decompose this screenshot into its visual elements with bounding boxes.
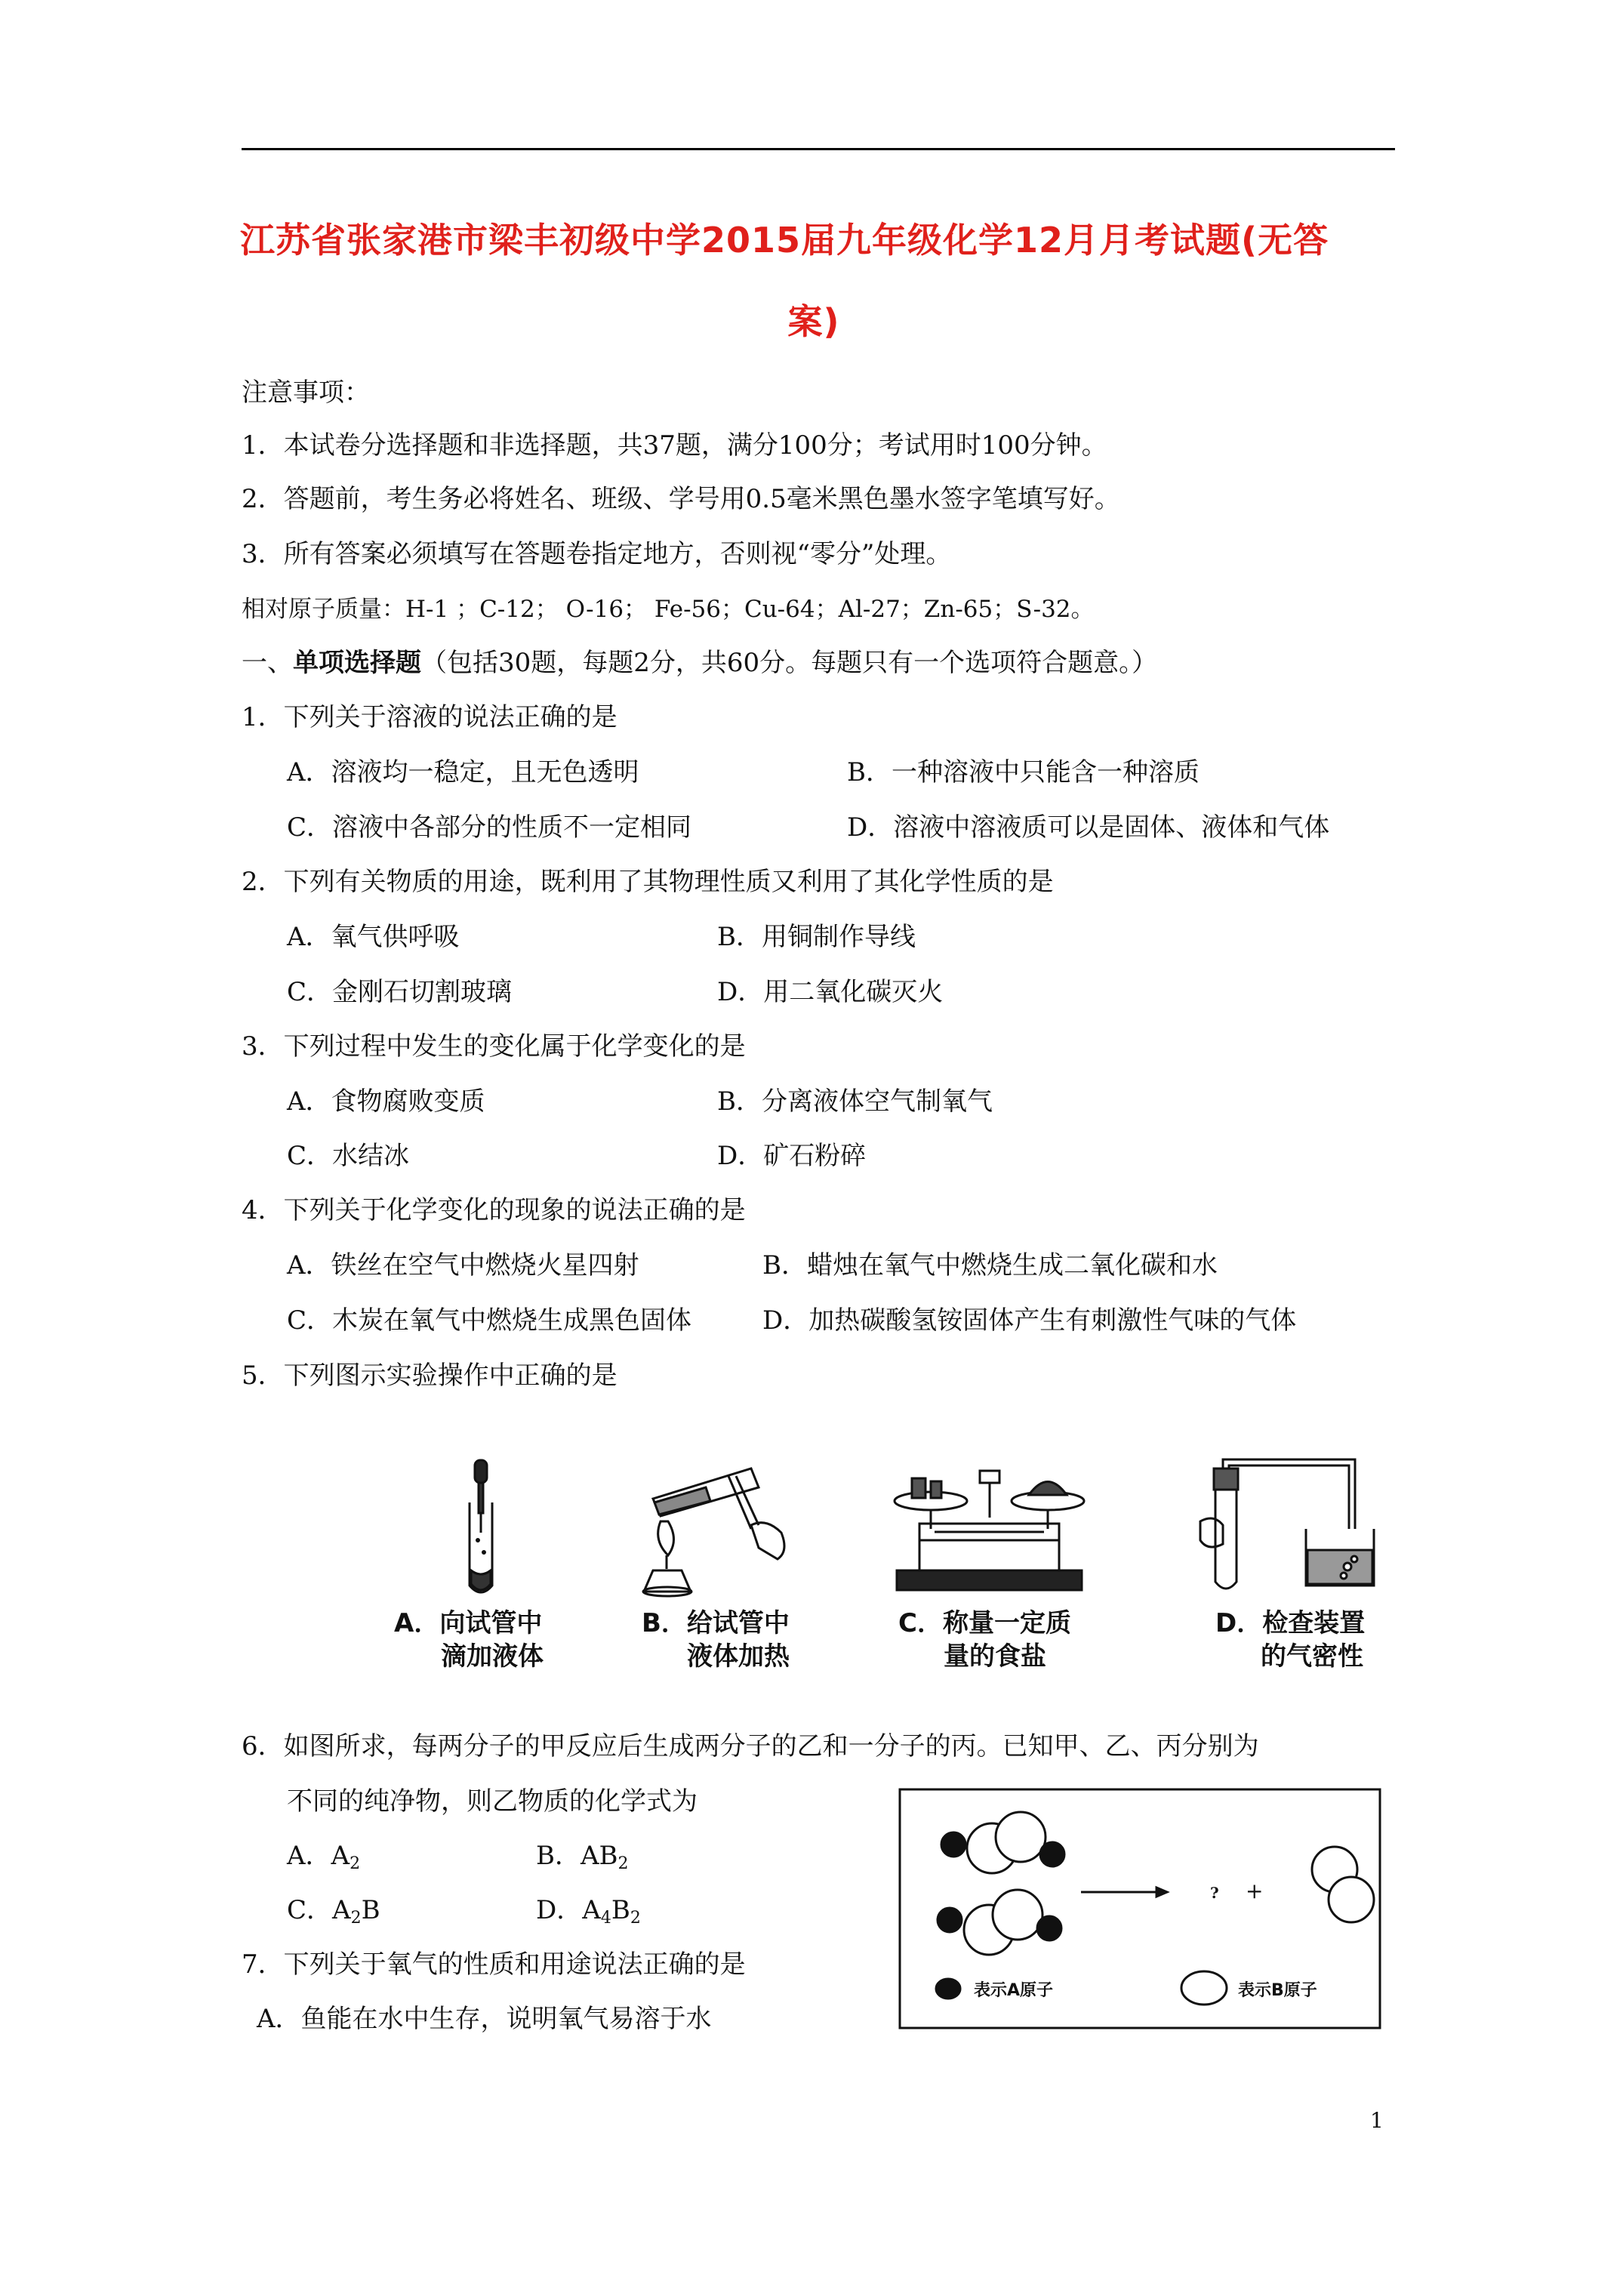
- q3-option-a: A．食物腐败变质: [287, 1086, 485, 1117]
- q4-stem: 4．下列关于化学变化的现象的说法正确的是: [242, 1195, 746, 1225]
- q3-option-d: D．矿石粉碎: [717, 1141, 867, 1171]
- q6-option-a: A．$A_2$: [287, 1841, 361, 1873]
- notice-heading: 注意事项：: [242, 378, 370, 408]
- q5-caption-a-line1: A．向试管中: [394, 1608, 543, 1638]
- heating-test-tube-figure: [638, 1457, 800, 1604]
- q2-option-a: A．氧气供呼吸: [287, 922, 460, 952]
- q5-caption-d-line1: D．检查装置: [1215, 1608, 1366, 1638]
- arrow-head-icon: [1156, 1888, 1167, 1897]
- notice-item-2: 2．答题前，考生务必将姓名、班级、学号用0.5毫米黑色墨水签字笔填写好。: [242, 484, 1120, 514]
- q5-caption-c-line1: C．称量一定质: [898, 1608, 1071, 1638]
- q6-stem-line1: 6．如图所求，每两分子的甲反应后生成两分子的乙和一分子的丙。已知甲、乙、丙分别为: [242, 1731, 1259, 1761]
- q5-caption-d: [1215, 1607, 1365, 1673]
- q5-caption-b: [642, 1607, 790, 1673]
- q4-option-d: D．加热碳酸氢铵固体产生有刺激性气味的气体: [762, 1305, 1297, 1336]
- q4-option-a: A．铁丝在空气中燃烧火星四射: [287, 1250, 639, 1281]
- plus-sign: +: [1246, 1878, 1264, 1903]
- atom-a: [1040, 1842, 1064, 1866]
- q2-option-d: D．用二氧化碳灭火: [717, 977, 944, 1007]
- page-title-line1: 江苏省张家港市梁丰初级中学2015届九年级化学12月月考试题(无答: [240, 220, 1329, 260]
- legend-a-label: 表示A原子: [974, 1981, 1054, 2000]
- q6-option-d: D．$A_4B_2$: [536, 1895, 641, 1928]
- q5-caption-c-line2: 量的食盐: [944, 1641, 1046, 1672]
- legend-atom-a-icon: [936, 1979, 960, 1999]
- balance-scale-figure: [889, 1465, 1089, 1593]
- atom-a: [938, 1908, 962, 1932]
- atom-b: [996, 1812, 1046, 1862]
- q1-option-d: D．溶液中溶液质可以是固体、液体和气体: [847, 812, 1330, 843]
- q5-caption-d-line2: 的气密性: [1261, 1641, 1363, 1672]
- q1-option-b: B．一种溶液中只能含一种溶质: [847, 757, 1200, 787]
- page-title-line2: 案): [787, 301, 840, 342]
- q6-stem-line2: 不同的纯净物，则乙物质的化学式为: [287, 1786, 698, 1817]
- q5-caption-c: [898, 1607, 1071, 1673]
- q4-option-b: B．蜡烛在氧气中燃烧生成二氧化碳和水: [762, 1250, 1218, 1281]
- q7-option-a: A．鱼能在水中生存，说明氧气易溶于水: [257, 2004, 712, 2034]
- q6-option-b: B．$AB_2$: [536, 1841, 629, 1873]
- q3-option-b: B．分离液体空气制氧气: [717, 1086, 993, 1117]
- q1-option-c: C．溶液中各部分的性质不一定相同: [287, 812, 692, 843]
- q3-option-c: C．水结冰: [287, 1141, 410, 1171]
- section-title: 单项选择题: [293, 648, 421, 678]
- q5-caption-a: [394, 1607, 544, 1673]
- q1-option-a: A．溶液均一稳定，且无色透明: [287, 757, 639, 787]
- section-prefix: 一、: [242, 648, 293, 678]
- unknown-product-mark: ?: [1210, 1884, 1219, 1902]
- q5-caption-a-line2: 滴加液体: [441, 1641, 544, 1672]
- q5-caption-b-line2: 液体加热: [687, 1641, 790, 1672]
- q7-stem: 7．下列关于氧气的性质和用途说法正确的是: [242, 1949, 746, 1980]
- q6-option-c: C．$A_2B$: [287, 1895, 380, 1928]
- notice-item-1: 1．本试卷分选择题和非选择题，共37题，满分100分；考试用时100分钟。: [242, 430, 1107, 461]
- molecule-reaction-diagram: [898, 1788, 1381, 2029]
- section-heading: [242, 648, 1157, 678]
- q5-caption-b-line1: B．给试管中: [642, 1608, 790, 1638]
- header-rule: [242, 148, 1395, 150]
- notice-item-3: 3．所有答案必须填写在答题卷指定地方，否则视“零分”处理。: [242, 539, 952, 569]
- atom-b: [993, 1890, 1042, 1940]
- airtightness-check-figure: [1193, 1453, 1366, 1597]
- q2-option-c: C．金刚石切割玻璃: [287, 977, 513, 1007]
- q2-stem: 2．下列有关物质的用途，既利用了其物理性质又利用了其化学性质的是: [242, 867, 1054, 897]
- atom-a: [1037, 1916, 1061, 1940]
- legend-b-label: 表示B原子: [1238, 1981, 1317, 2000]
- dropper-test-tube-figure: [453, 1457, 528, 1601]
- atom-a: [941, 1832, 965, 1857]
- q2-option-b: B．用铜制作导线: [717, 922, 916, 952]
- q1-stem: 1．下列关于溶液的说法正确的是: [242, 702, 617, 732]
- atom-b: [1329, 1877, 1374, 1922]
- atomic-mass-line: 相对原子质量：H-1 ；C-12； O-16； Fe-56；Cu-64；Al-27；Zn-65；S-32。: [242, 596, 1095, 623]
- page-number: 1: [1370, 2108, 1384, 2133]
- q5-stem: 5．下列图示实验操作中正确的是: [242, 1361, 617, 1391]
- q3-stem: 3．下列过程中发生的变化属于化学变化的是: [242, 1031, 746, 1062]
- q4-option-c: C．木炭在氧气中燃烧生成黑色固体: [287, 1305, 692, 1336]
- legend-atom-b-icon: [1181, 1971, 1227, 2005]
- section-desc: （包括30题，每题2分，共60分。每题只有一个选项符合题意。）: [421, 648, 1158, 678]
